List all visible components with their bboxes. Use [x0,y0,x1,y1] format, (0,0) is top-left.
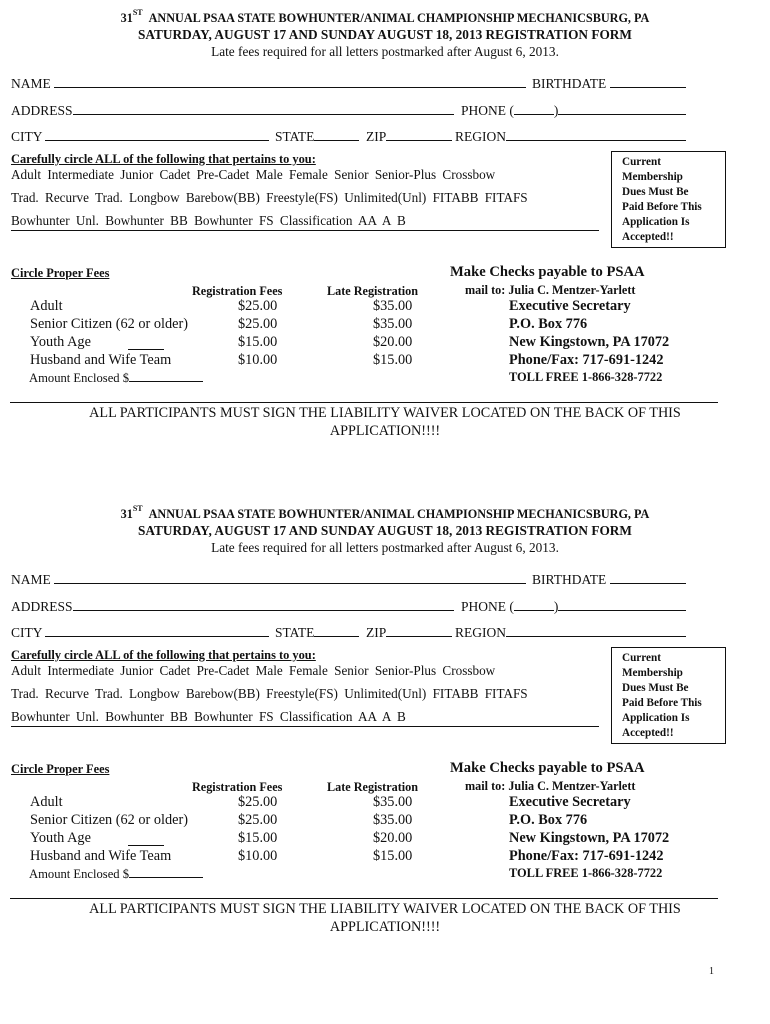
form-title: 31ST ANNUAL PSAA STATE BOWHUNTER/ANIMAL CHAMPIONSHIP MECHANICSBURG, PA [120,504,650,521]
membership-notice-line: Current [622,652,661,664]
bow-style-options-row[interactable]: Trad. Recurve Trad. Longbow Barebow(BB) Freestyle(FS) Unlimited(Unl) FITABB FITAFS [11,686,528,701]
amount-enclosed-field[interactable]: Amount Enclosed $ [29,370,203,386]
late-fee-value[interactable]: $35.00 [373,298,413,314]
bowhunter-class-options-row[interactable]: Bowhunter Unl. Bowhunter BB Bowhunter FS Classification AA A B [11,213,406,228]
fee-row-label[interactable]: Youth Age [30,830,91,846]
membership-notice-line: Accepted!! [622,727,674,739]
make-checks-payable: Make Checks payable to PSAA [450,760,645,776]
toll-free-number: TOLL FREE 1-866-328-7722 [509,866,663,880]
city-field[interactable]: CITY [11,129,269,145]
membership-notice-box [611,151,726,248]
membership-notice-line: Dues Must Be [622,186,689,198]
section-rule [10,898,718,899]
youth-age-blank[interactable] [128,338,164,350]
registration-fees-column-header: Registration Fees [192,284,283,298]
registration-form-1 [0,0,770,490]
phone-fax: Phone/Fax: 717-691-1242 [509,848,664,864]
late-registration-column-header: Late Registration [327,780,419,794]
fee-row-label[interactable]: Senior Citizen (62 or older) [30,812,189,828]
liability-waiver-notice: ALL PARTICIPANTS MUST SIGN THE LIABILITY WAIVER LOCATED ON THE BACK OF THIS APPLICATION!!!! [89,405,681,439]
region-field[interactable]: REGION [455,129,686,145]
form-title: 31ST ANNUAL PSAA STATE BOWHUNTER/ANIMAL CHAMPIONSHIP MECHANICSBURG, PA [120,8,650,25]
section-rule [10,402,718,403]
state-field[interactable]: STATE [275,625,359,641]
late-fee-value[interactable]: $20.00 [373,334,413,350]
make-checks-payable: Make Checks payable to PSAA [450,264,645,280]
region-field[interactable]: REGION [455,625,686,641]
late-fee-value[interactable]: $15.00 [373,352,413,368]
registration-form-2 [0,496,770,986]
membership-notice-box [611,647,726,744]
divider [11,230,599,231]
late-fee-notice: Late fees required for all letters postmarked after August 6, 2013. [211,44,559,59]
city-state-zip: New Kingstown, PA 17072 [509,830,670,846]
registration-fees-column-header: Registration Fees [192,780,283,794]
registration-fee-value[interactable]: $25.00 [238,812,278,828]
mail-to-line: mail to: Julia C. Mentzer-Yarlett [465,283,636,297]
state-field[interactable]: STATE [275,129,359,145]
phone-fax: Phone/Fax: 717-691-1242 [509,352,664,368]
page-number: 1 [709,966,714,977]
name-field[interactable]: NAME [11,76,526,92]
category-options-row[interactable]: Adult Intermediate Junior Cadet Pre-Cadet Male Female Senior Senior-Plus Crossbow [11,663,496,678]
bow-style-options-row[interactable]: Trad. Recurve Trad. Longbow Barebow(BB) Freestyle(FS) Unlimited(Unl) FITABB FITAFS [11,190,528,205]
fee-row-label[interactable]: Adult [30,298,63,314]
fee-row-label[interactable]: Adult [30,794,63,810]
secretary-title: Executive Secretary [509,298,631,314]
category-options-row[interactable]: Adult Intermediate Junior Cadet Pre-Cadet Male Female Senior Senior-Plus Crossbow [11,167,496,182]
divider [11,726,599,727]
membership-notice-line: Current [622,156,661,168]
fee-row-label[interactable]: Youth Age [30,334,91,350]
registration-fee-value[interactable]: $15.00 [238,334,278,350]
circle-options-heading: Carefully circle ALL of the following that pertains to you: [11,648,316,662]
late-fee-value[interactable]: $20.00 [373,830,413,846]
event-dates: SATURDAY, AUGUST 17 AND SUNDAY AUGUST 18, 2013 REGISTRATION FORM [138,523,632,538]
zip-field[interactable]: ZIP [366,129,452,145]
fees-heading: Circle Proper Fees [11,762,110,776]
fee-row-label[interactable]: Senior Citizen (62 or older) [30,316,189,332]
registration-fee-value[interactable]: $25.00 [238,794,278,810]
fees-heading: Circle Proper Fees [11,266,110,280]
address-field[interactable]: ADDRESS [11,599,454,615]
zip-field[interactable]: ZIP [366,625,452,641]
name-field[interactable]: NAME [11,572,526,588]
secretary-title: Executive Secretary [509,794,631,810]
registration-fee-value[interactable]: $25.00 [238,298,278,314]
membership-notice-line: Paid Before This [622,201,702,213]
birthdate-field[interactable]: BIRTHDATE [532,76,686,92]
mail-to-line: mail to: Julia C. Mentzer-Yarlett [465,779,636,793]
phone-field[interactable]: PHONE ( ) [461,103,686,119]
youth-age-blank[interactable] [128,834,164,846]
bowhunter-class-options-row[interactable]: Bowhunter Unl. Bowhunter BB Bowhunter FS Classification AA A B [11,709,406,724]
membership-notice-line: Paid Before This [622,697,702,709]
registration-fee-value[interactable]: $15.00 [238,830,278,846]
event-dates: SATURDAY, AUGUST 17 AND SUNDAY AUGUST 18, 2013 REGISTRATION FORM [138,27,632,42]
registration-fee-value[interactable]: $10.00 [238,352,278,368]
address-field[interactable]: ADDRESS [11,103,454,119]
circle-options-heading: Carefully circle ALL of the following that pertains to you: [11,152,316,166]
po-box: P.O. Box 776 [509,316,588,332]
toll-free-number: TOLL FREE 1-866-328-7722 [509,370,663,384]
phone-field[interactable]: PHONE ( ) [461,599,686,615]
late-fee-value[interactable]: $35.00 [373,316,413,332]
late-fee-value[interactable]: $35.00 [373,812,413,828]
late-registration-column-header: Late Registration [327,284,419,298]
membership-notice-line: Application Is [622,712,690,724]
liability-waiver-notice: ALL PARTICIPANTS MUST SIGN THE LIABILITY WAIVER LOCATED ON THE BACK OF THIS APPLICATION!!!! [89,901,681,935]
membership-notice-line: Dues Must Be [622,682,689,694]
fee-row-label[interactable]: Husband and Wife Team [30,848,172,864]
registration-fee-value[interactable]: $25.00 [238,316,278,332]
membership-notice-line: Application Is [622,216,690,228]
amount-enclosed-field[interactable]: Amount Enclosed $ [29,866,203,882]
city-state-zip: New Kingstown, PA 17072 [509,334,670,350]
late-fee-notice: Late fees required for all letters postmarked after August 6, 2013. [211,540,559,555]
membership-notice-line: Membership [622,171,683,183]
fee-row-label[interactable]: Husband and Wife Team [30,352,172,368]
birthdate-field[interactable]: BIRTHDATE [532,572,686,588]
registration-fee-value[interactable]: $10.00 [238,848,278,864]
membership-notice-line: Membership [622,667,683,679]
late-fee-value[interactable]: $15.00 [373,848,413,864]
membership-notice-line: Accepted!! [622,231,674,243]
late-fee-value[interactable]: $35.00 [373,794,413,810]
po-box: P.O. Box 776 [509,812,588,828]
city-field[interactable]: CITY [11,625,269,641]
